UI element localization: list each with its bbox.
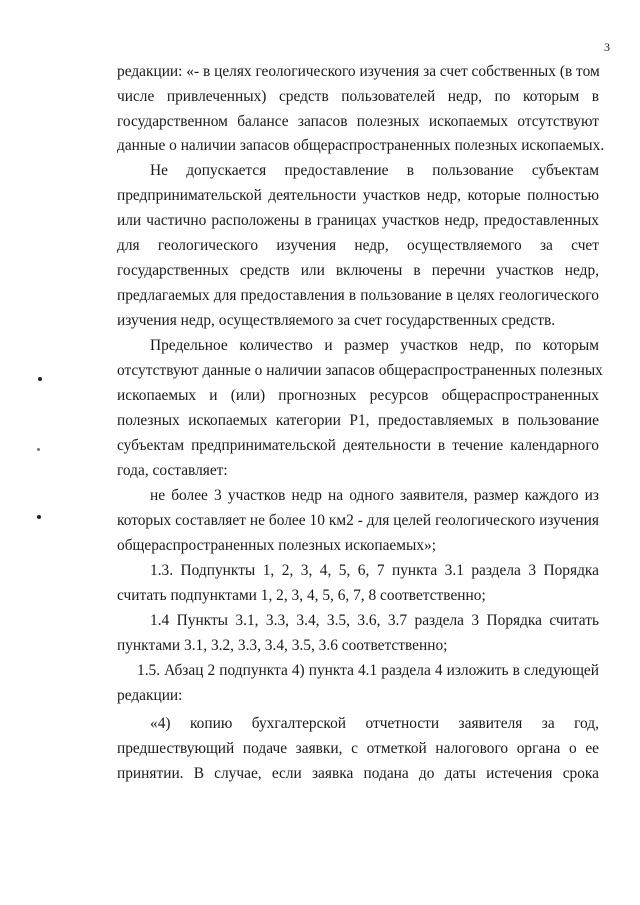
text-line: или частично расположены в границах участков недр, предоставленных	[117, 212, 599, 229]
text-line: изучения недр, осуществляемого за счет государственных средств.	[117, 312, 556, 329]
text-line: Предельное количество и размер участков недр, по которым	[150, 337, 599, 354]
text-line: полезных ископаемых категории Р1, предоставляемых в пользование	[117, 412, 599, 429]
text-line: 1.4 Пункты 3.1, 3.3, 3.4, 3.5, 3.6, 3.7 раздела 3 Порядка считать	[150, 612, 599, 629]
page-number: 3	[604, 40, 610, 54]
text-line: государственном балансе запасов полезных ископаемых отсутствуют	[117, 113, 599, 130]
text-line: принятии. В случае, если заявка подана до даты истечения срока	[117, 765, 599, 782]
text-line: отсутствуют данные о наличии запасов общераспространенных полезных	[117, 362, 603, 379]
scan-speck	[38, 377, 42, 381]
text-line: предшествующий подаче заявки, с отметкой налогового органа о ее	[117, 740, 599, 757]
text-line: общераспространенных полезных ископаемых»;	[117, 537, 437, 554]
text-line: «4) копию бухгалтерской отчетности заявителя за год,	[150, 715, 599, 732]
text-line: не более 3 участков недр на одного заявителя, размер каждого из	[150, 487, 599, 504]
text-line: редакции: «- в целях геологического изучения за счет собственных (в том	[117, 63, 600, 80]
text-line: Не допускается предоставление в пользование субъектам	[150, 162, 599, 179]
scan-speck	[37, 448, 40, 451]
text-line: пунктами 3.1, 3.2, 3.3, 3.4, 3.5, 3.6 соответственно;	[117, 637, 448, 654]
text-line: 1.5. Абзац 2 подпункта 4) пункта 4.1 раздела 4 изложить в следующей	[137, 662, 599, 679]
text-line: 1.3. Подпункты 1, 2, 3, 4, 5, 6, 7 пункта 3.1 раздела 3 Порядка	[150, 562, 599, 579]
text-line: государственных средств или включены в перечни участков недр,	[117, 262, 599, 279]
text-line: данные о наличии запасов общераспространенных полезных ископаемых.	[117, 137, 605, 154]
text-line: числе привлеченных) средств пользователей недр, по которым в	[117, 88, 599, 105]
scan-speck	[37, 515, 41, 519]
text-line: считать подпунктами 1, 2, 3, 4, 5, 6, 7, 8 соответственно;	[117, 587, 486, 604]
text-line: редакции:	[117, 687, 183, 704]
text-line: которых составляет не более 10 км2 - для целей геологического изучения	[117, 512, 599, 529]
text-line: субъектам предпринимательской деятельности в течение календарного	[117, 437, 599, 454]
text-line: года, составляет:	[117, 462, 228, 479]
text-line: предлагаемых для предоставления в пользование в целях геологического	[117, 287, 599, 304]
text-line: для геологического изучения недр, осуществляемого за счет	[117, 237, 599, 254]
text-line: предпринимательской деятельности участков недр, которые полностью	[117, 187, 599, 204]
text-line: ископаемых и (или) прогнозных ресурсов общераспространенных	[117, 387, 599, 404]
